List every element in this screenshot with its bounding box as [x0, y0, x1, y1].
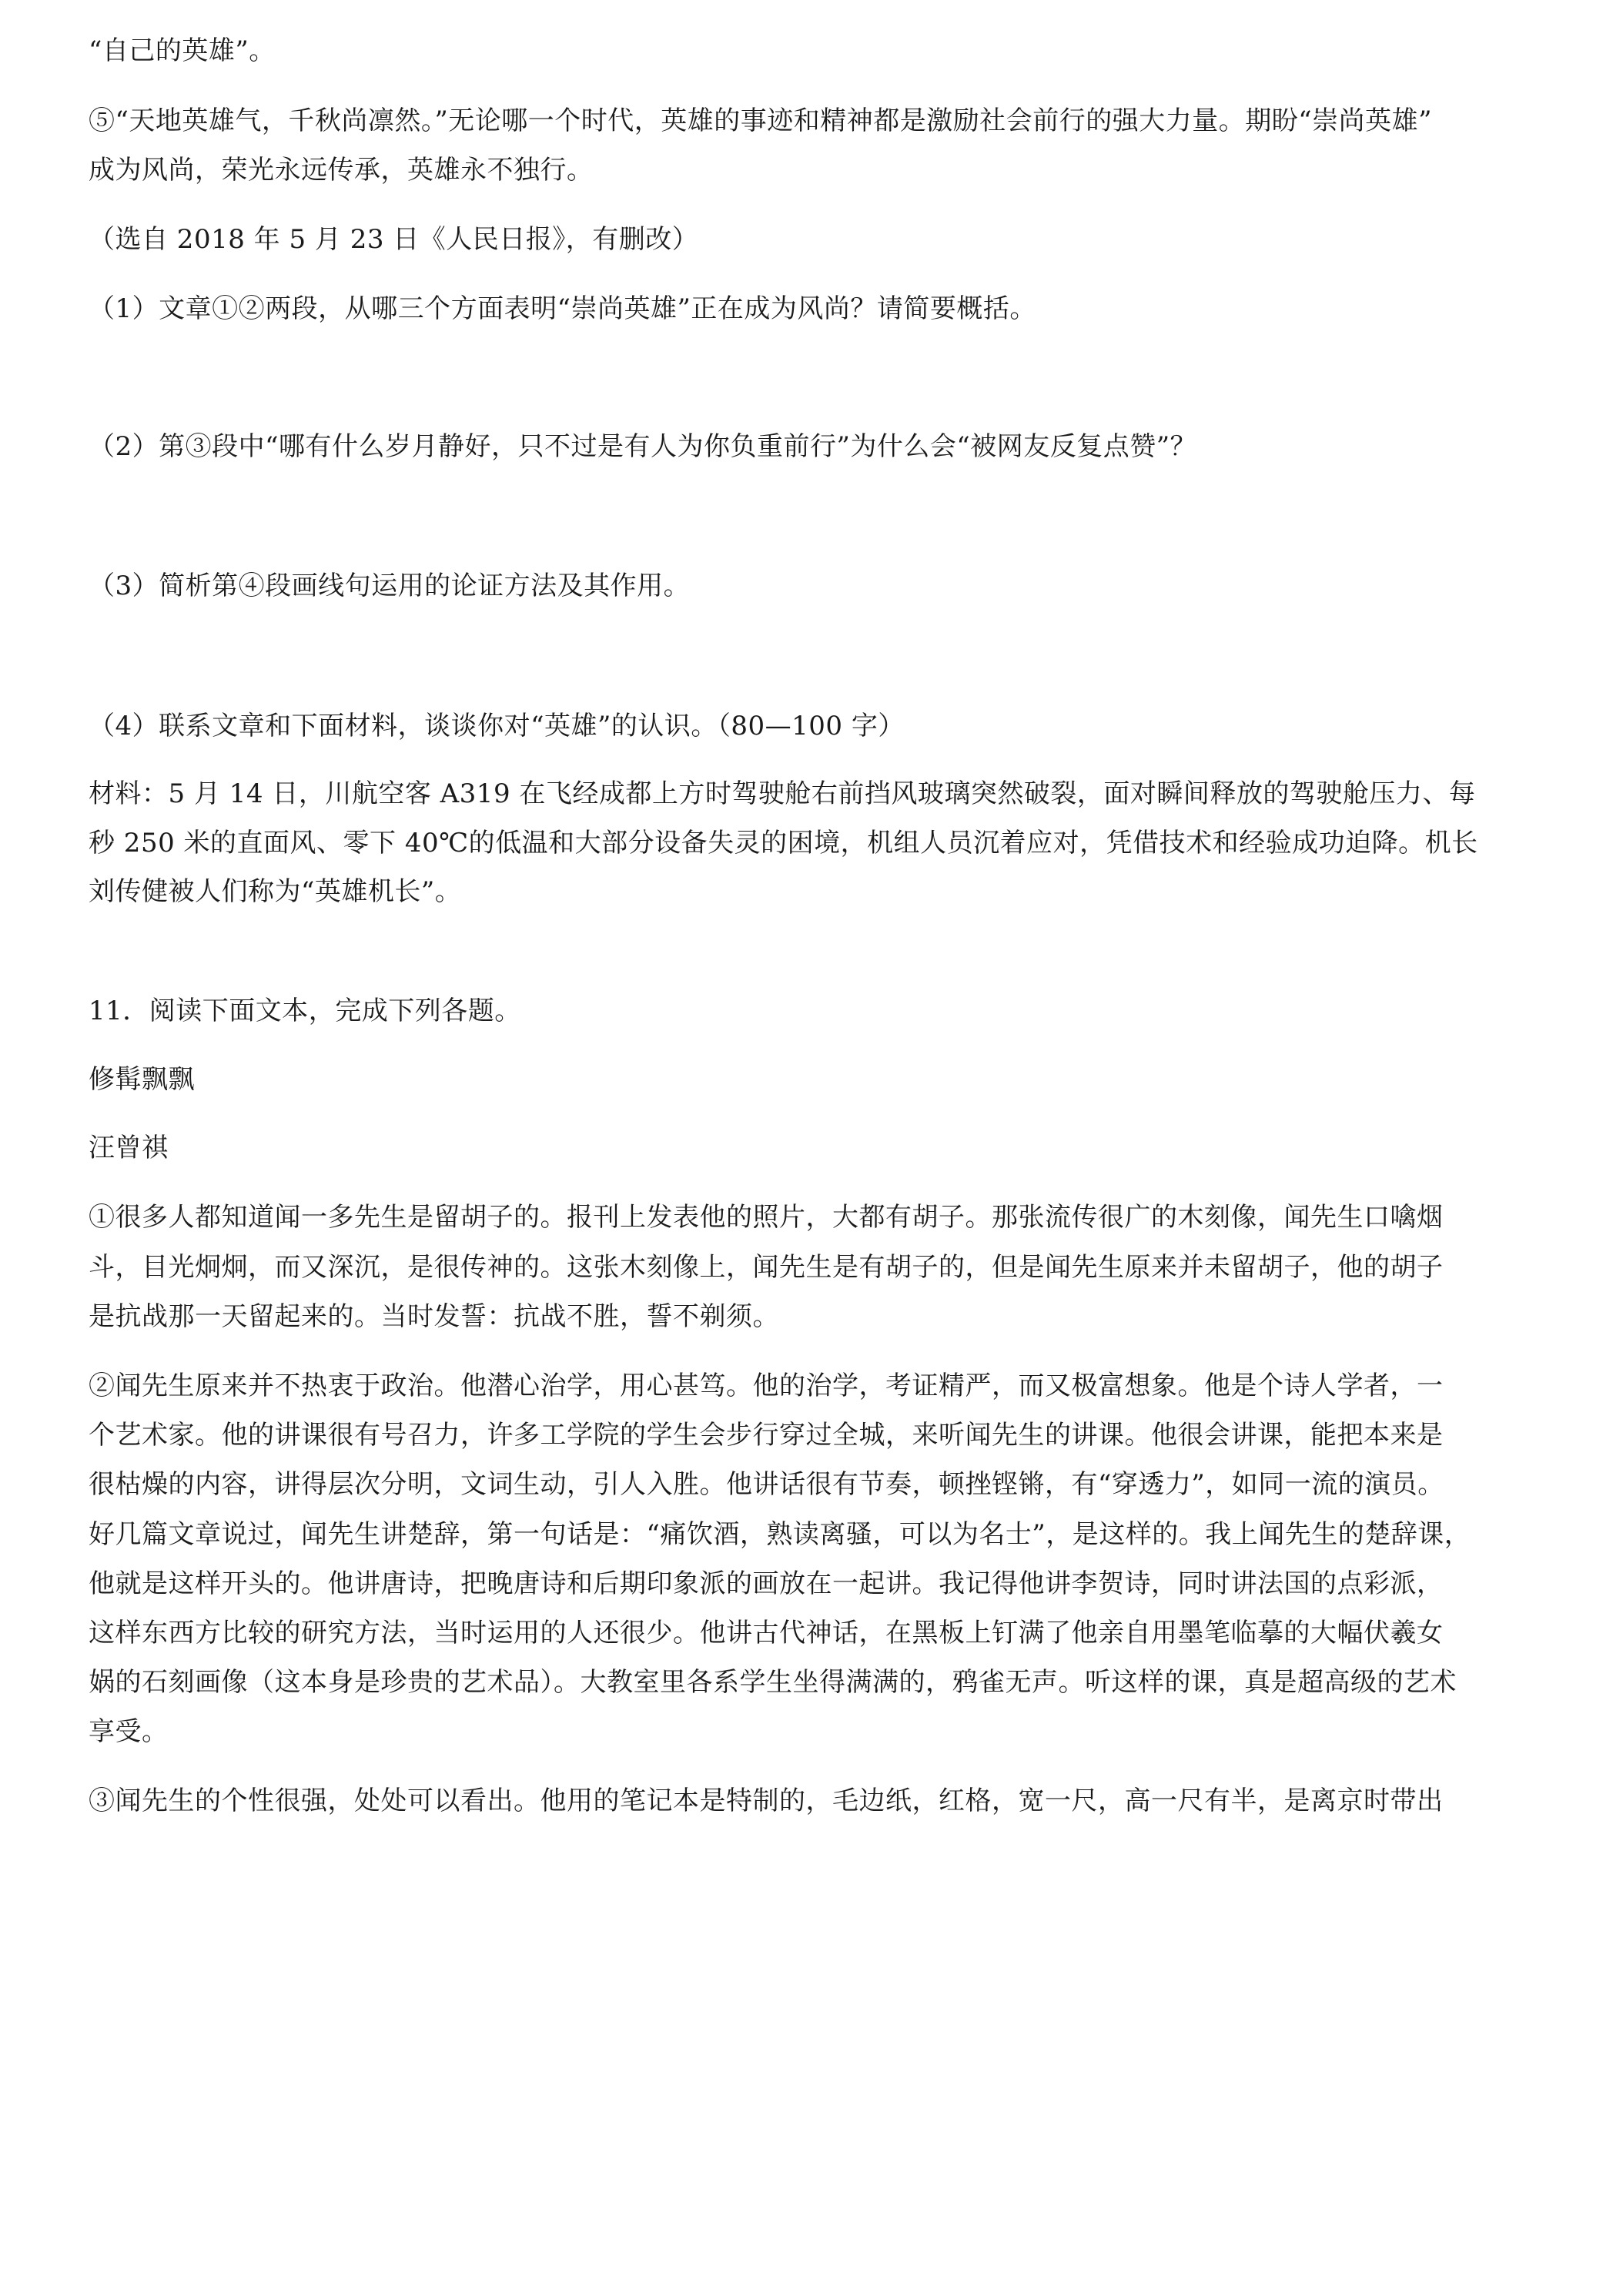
- material-line: 材料：5 月 14 日，川航空客 A319 在飞经成都上方时驾驶舱右前挡风玻璃突然破裂，面对瞬间释放的驾驶舱压力、每: [89, 778, 1476, 809]
- paragraph-line: ②闻先生原来并不热衷于政治。他潜心治学，用心甚笃。他的治学，考证精严，而又极富想象。他是个诗人学者，一: [89, 1371, 1444, 1401]
- question-4: （4）联系文章和下面材料，谈谈你对“英雄”的认识。（80—100 字）: [89, 711, 905, 741]
- material-line: 秒 250 米的直面风、零下 40℃的低温和大部分设备失灵的困境，机组人员沉着应对，凭借技术和经验成功迫降。机长: [89, 828, 1478, 858]
- paragraph-line: 娲的石刻画像（这本身是珍贵的艺术品）。大教室里各系学生坐得满满的，鸦雀无声。听这样的课，真是超高级的艺术: [89, 1667, 1457, 1698]
- question-11-heading: 11．阅读下面文本，完成下列各题。: [89, 996, 521, 1026]
- paragraph-line: ①很多人都知道闻一多先生是留胡子的。报刊上发表他的照片，大都有胡子。那张流传很广的木刻像，闻先生口噙烟: [89, 1202, 1444, 1233]
- article-author: 汪曾祺: [89, 1133, 169, 1163]
- question-3: （3）简析第④段画线句运用的论证方法及其作用。: [89, 571, 691, 601]
- paragraph-line: ③闻先生的个性很强，处处可以看出。他用的笔记本是特制的，毛边纸，红格，宽一尺，高一尺有半，是离京时带出: [89, 1786, 1444, 1816]
- text-line: 成为风尚，荣光永远传承，英雄永不独行。: [89, 155, 594, 186]
- paragraph-line: 好几篇文章说过，闻先生讲楚辞，第一句话是：“痛饮酒，熟读离骚，可以为名士”，是这样的。我上闻先生的楚辞课，: [89, 1519, 1471, 1550]
- question-2: （2）第③段中“哪有什么岁月静好，只不过是有人为你负重前行”为什么会“被网友反复点赞”？: [89, 431, 1197, 462]
- paragraph-line: 个艺术家。他的讲课很有号召力，许多工学院的学生会步行穿过全城，来听闻先生的讲课。他很会讲课，能把本来是: [89, 1420, 1444, 1451]
- article-title: 修髯飘飘: [89, 1064, 195, 1095]
- paragraph-line: 他就是这样开头的。他讲唐诗，把晚唐诗和后期印象派的画放在一起讲。我记得他讲李贺诗，同时讲法国的点彩派，: [89, 1568, 1444, 1599]
- paragraph-line: 很枯燥的内容，讲得层次分明，文词生动，引人入胜。他讲话很有节奏，顿挫铿锵，有“穿透力”，如同一流的演员。: [89, 1469, 1444, 1500]
- text-line: “自己的英雄”。: [89, 35, 276, 66]
- paragraph-line: 是抗战那一天留起来的。当时发誓：抗战不胜，誓不剃须。: [89, 1301, 779, 1332]
- paragraph-line: 斗，目光炯炯，而又深沉，是很传神的。这张木刻像上，闻先生是有胡子的，但是闻先生原来并未留胡子，他的胡子: [89, 1252, 1444, 1283]
- text-line: ⑤“天地英雄气，千秋尚凛然。”无论哪一个时代，英雄的事迹和精神都是激励社会前行的强大力量。期盼“崇尚英雄”: [89, 105, 1433, 136]
- source-note: （选自 2018 年 5 月 23 日《人民日报》，有删改）: [89, 224, 699, 255]
- question-1: （1）文章①②两段，从哪三个方面表明“崇尚英雄”正在成为风尚？请简要概括。: [89, 293, 1036, 324]
- paragraph-line: 享受。: [89, 1716, 169, 1747]
- paragraph-line: 这样东西方比较的研究方法，当时运用的人还很少。他讲古代神话，在黑板上钉满了他亲自用墨笔临摹的大幅伏羲女: [89, 1618, 1444, 1648]
- material-line: 刘传健被人们称为“英雄机长”。: [89, 876, 462, 907]
